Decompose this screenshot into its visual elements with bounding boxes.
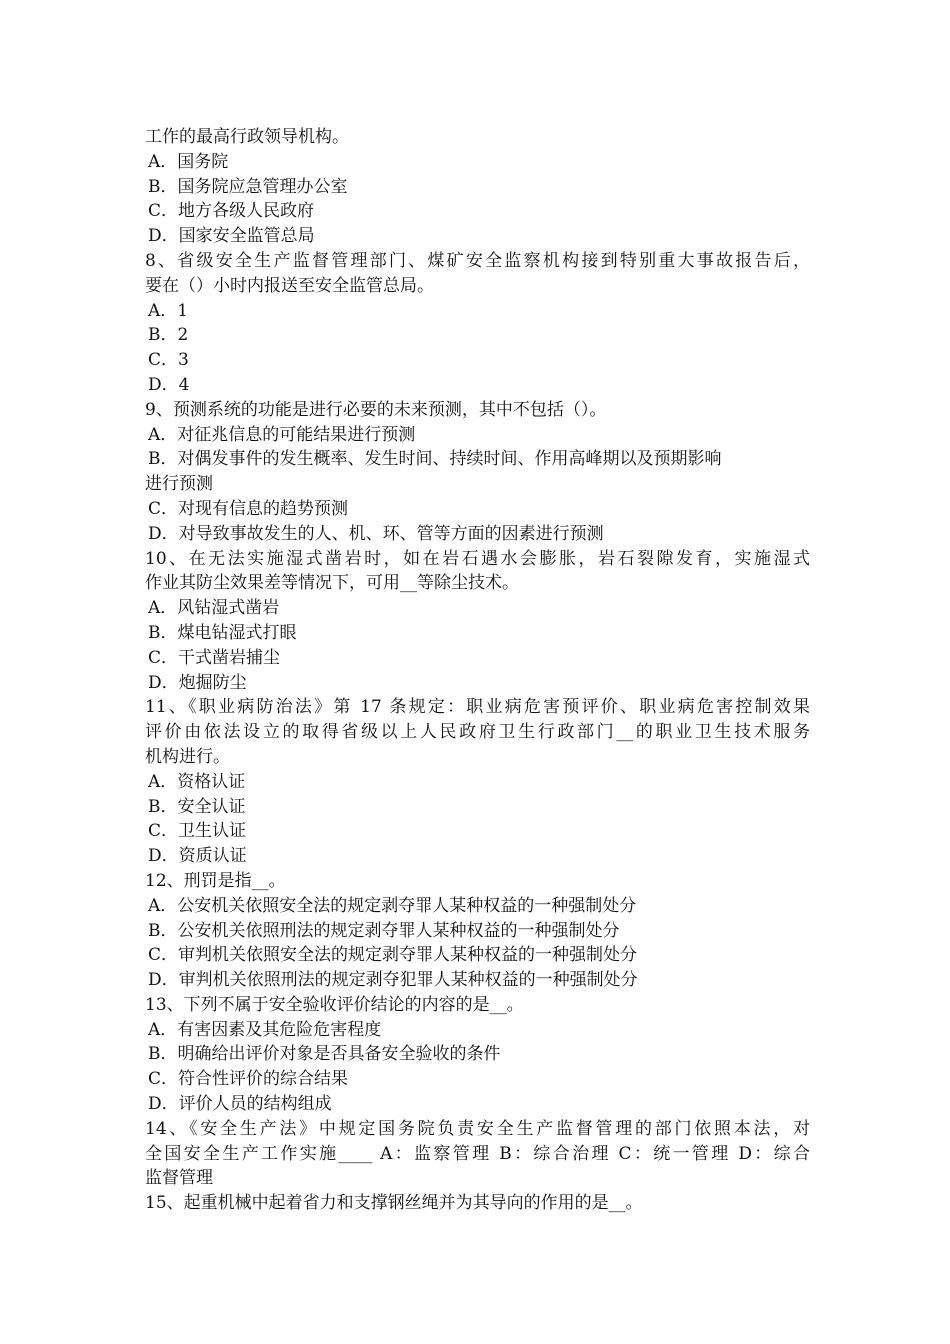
answer-option-line: C．干式凿岩捕尘 [148, 647, 281, 668]
question-text-line: 要在（）小时内报送至安全监管总局。 [145, 275, 434, 296]
question-text-line: 15、起重机械中起着省力和支撑钢丝绳并为其导向的作用的是__。 [145, 1193, 643, 1214]
question-text-line: 12、刑罚是指__。 [145, 870, 286, 891]
question-text-line: 全国安全生产工作实施____ A：监察管理 B：综合治理 C：统一管理 D：综合 [145, 1143, 810, 1164]
answer-option-line: D．国家安全监管总局 [148, 226, 315, 247]
question-text-line: 14、《安全生产法》中规定国务院负责安全生产监督管理的部门依照本法，对 [145, 1118, 810, 1139]
question-text-line: 进行预测 [145, 474, 213, 495]
answer-option-line: B．煤电钻湿式打眼 [148, 622, 297, 643]
answer-option-line: A．风钻湿式凿岩 [148, 598, 280, 619]
answer-option-line: A．国务院 [148, 151, 229, 172]
answer-option-line: D．对导致事故发生的人、机、环、管等方面的因素进行预测 [148, 523, 604, 544]
answer-option-line: B．公安机关依照刑法的规定剥夺罪人某种权益的一种强制处分 [148, 920, 620, 941]
question-text-line: 13、下列不属于安全验收评价结论的内容的是__。 [145, 994, 524, 1015]
question-text-line: 11、《职业病防治法》第 17 条规定：职业病危害预评价、职业病危害控制效果 [145, 697, 810, 718]
answer-option-line: D．炮掘防尘 [148, 672, 247, 693]
answer-option-line: A．对征兆信息的可能结果进行预测 [148, 424, 416, 445]
question-text-line: 工作的最高行政领导机构。 [145, 127, 349, 147]
answer-option-line: B．2 [148, 325, 189, 346]
question-text-line: 10、在无法实施湿式凿岩时，如在岩石遇水会膨胀，岩石裂隙发育，实施湿式 [145, 548, 810, 569]
answer-option-line: A．公安机关依照安全法的规定剥夺罪人某种权益的一种强制处分 [148, 895, 637, 916]
answer-option-line: D．评价人员的结构组成 [148, 1094, 332, 1115]
answer-option-line: D．4 [148, 374, 190, 395]
answer-option-line: D．审判机关依照刑法的规定剥夺犯罪人某种权益的一种强制处分 [148, 970, 638, 991]
answer-option-line: C．卫生认证 [148, 821, 247, 842]
answer-option-line: C．对现有信息的趋势预测 [148, 498, 349, 519]
question-text-line: 监督管理 [145, 1168, 213, 1189]
answer-option-line: D．资质认证 [148, 846, 247, 867]
answer-option-line: C．地方各级人民政府 [148, 201, 315, 222]
answer-option-line: B．明确给出评价对象是否具备安全验收的条件 [148, 1044, 501, 1065]
question-text-line: 评价由依法设立的取得省级以上人民政府卫生行政部门__的职业卫生技术服务 [145, 722, 810, 743]
question-text-line: 作业其防尘效果差等情况下，可用__等除尘技术。 [145, 573, 519, 594]
answer-option-line: B．安全认证 [148, 796, 246, 817]
answer-option-line: A．1 [148, 300, 189, 321]
question-text-line: 机构进行。 [145, 746, 230, 767]
answer-option-line: B．对偶发事件的发生概率、发生时间、持续时间、作用高峰期以及预期影响 [148, 449, 722, 470]
answer-option-line: C．3 [148, 350, 189, 371]
question-text-line: 9、预测系统的功能是进行必要的未来预测，其中不包括（）。 [145, 399, 607, 420]
answer-option-line: A．有害因素及其危险危害程度 [148, 1019, 382, 1040]
document-page [145, 125, 810, 1216]
question-text-line: 8、省级安全生产监督管理部门、煤矿安全监察机构接到特别重大事故报告后， [145, 250, 810, 271]
answer-option-line: C．审判机关依照安全法的规定剥夺罪人某种权益的一种强制处分 [148, 945, 638, 966]
answer-option-line: B．国务院应急管理办公室 [148, 176, 348, 197]
answer-option-line: A．资格认证 [148, 771, 246, 792]
answer-option-line: C．符合性评价的综合结果 [148, 1069, 349, 1090]
